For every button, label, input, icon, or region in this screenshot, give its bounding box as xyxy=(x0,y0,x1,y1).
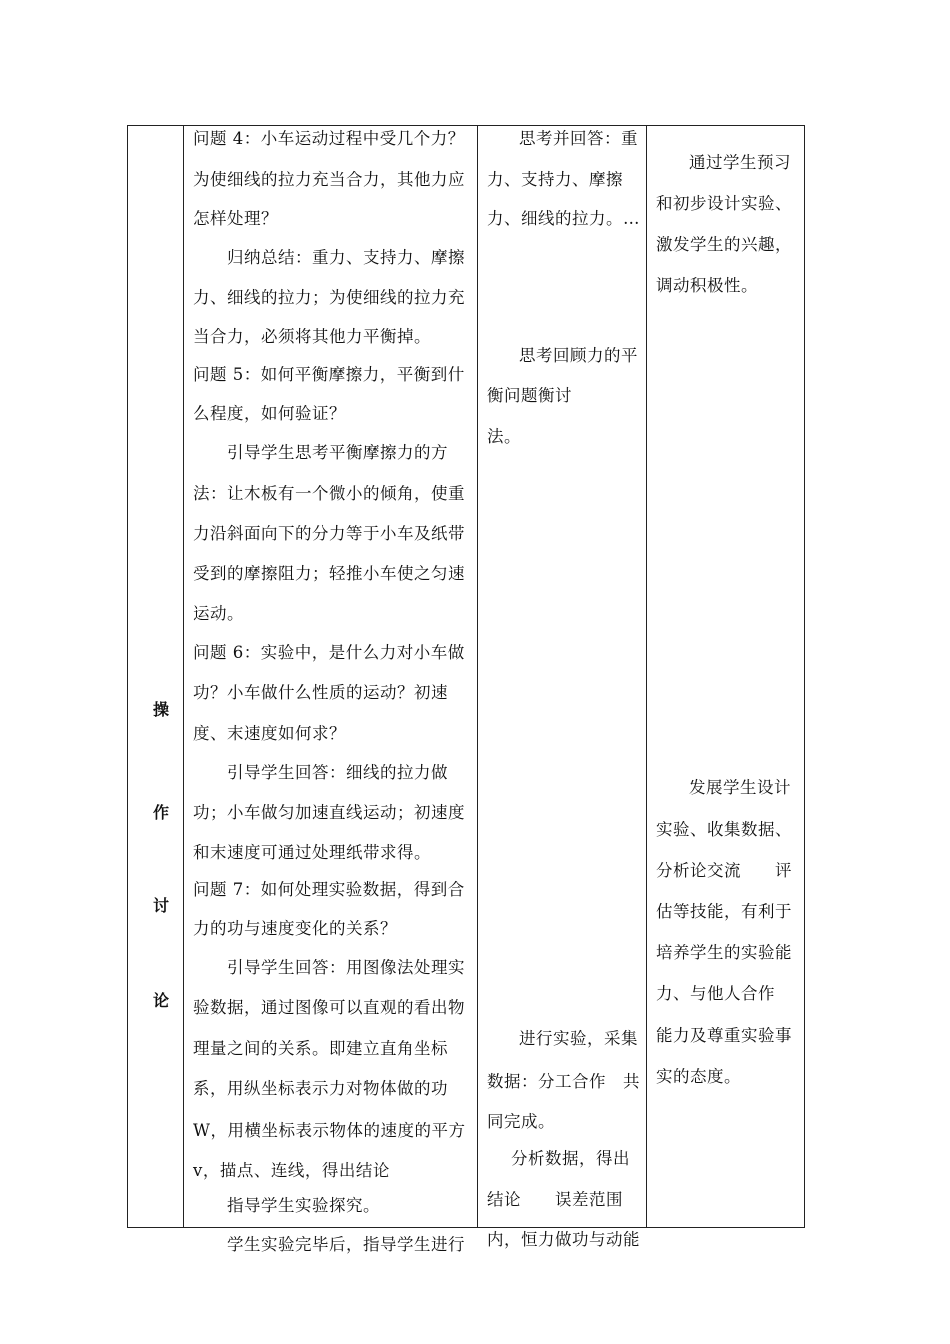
teacher-text-line: 当合力，必须将其他力平衡掉。 xyxy=(193,327,431,346)
teacher-text-line: 功；小车做匀加速直线运动；初速度 xyxy=(193,803,465,822)
teacher-text-line: 受到的摩擦阻力；轻推小车使之匀速 xyxy=(193,564,465,583)
intent-text-line: 分析论交流 评 xyxy=(656,861,792,880)
teacher-text-line: 为使细线的拉力充当合力，其他力应 xyxy=(193,170,465,189)
student-text-line: 衡问题衡讨 xyxy=(487,386,572,405)
intent-text-line: 力、与他人合作 xyxy=(656,984,775,1003)
column-divider xyxy=(477,125,478,1228)
teacher-text-line: 和末速度可通过处理纸带求得。 xyxy=(193,843,431,862)
teacher-text-line: 引导学生回答：用图像法处理实 xyxy=(227,958,465,977)
intent-text-line: 实的态度。 xyxy=(656,1067,741,1086)
teacher-text-line: 力、细线的拉力；为使细线的拉力充 xyxy=(193,288,465,307)
student-text-line: 数据：分工合作 共 xyxy=(487,1072,640,1091)
teacher-text-line: 怎样处理？ xyxy=(193,209,278,228)
teacher-text-line: 运动。 xyxy=(193,604,244,623)
student-text-line: 力、细线的拉力。… xyxy=(487,209,640,228)
student-text-line: 结论 误差范围 xyxy=(487,1190,623,1209)
teacher-text-line: 度、末速度如何求？ xyxy=(193,724,346,743)
teacher-text-line: 引导学生回答：细线的拉力做 xyxy=(227,763,448,782)
column-divider xyxy=(183,125,184,1228)
teacher-text-line: 问题 6：实验中，是什么力对小车做 xyxy=(193,643,465,662)
column-divider xyxy=(646,125,647,1228)
student-text-line: 法。 xyxy=(487,427,521,446)
student-text-line: 力、支持力、摩擦 xyxy=(487,170,623,189)
teacher-text-line: 验数据，通过图像可以直观的看出物 xyxy=(193,998,465,1017)
teacher-text-line: 力的功与速度变化的关系？ xyxy=(193,919,397,938)
teacher-text-line: 理量之间的关系。即建立直角坐标 xyxy=(193,1039,448,1058)
intent-text-line: 通过学生预习 xyxy=(689,153,791,172)
teacher-text-line: 问题 5：如何平衡摩擦力，平衡到什 xyxy=(193,365,465,384)
teacher-text-line: 系，用纵坐标表示力对物体做的功 xyxy=(193,1079,448,1098)
teacher-text-line: 功？小车做什么性质的运动？初速 xyxy=(193,683,448,702)
intent-text-line: 培养学生的实验能 xyxy=(656,943,792,962)
student-text-line: 思考回顾力的平 xyxy=(519,346,638,365)
teacher-text-line: 力沿斜面向下的分力等于小车及纸带 xyxy=(193,524,465,543)
intent-text-line: 实验、收集数据、 xyxy=(656,820,792,839)
student-text-line: 思考并回答：重 xyxy=(519,129,638,148)
stage-label-char: 讨 xyxy=(152,896,169,915)
teacher-text-line: W，用横坐标表示物体的速度的平方 xyxy=(193,1121,466,1140)
stage-label-char: 论 xyxy=(152,991,169,1010)
intent-text-line: 发展学生设计 xyxy=(689,778,791,797)
teacher-text-line: 学生实验完毕后，指导学生进行 xyxy=(227,1235,465,1254)
teacher-text-line: 问题 7：如何处理实验数据，得到合 xyxy=(193,880,465,899)
intent-text-line: 激发学生的兴趣， xyxy=(656,235,792,254)
intent-text-line: 估等技能，有利于 xyxy=(656,902,792,921)
teacher-text-line: v，描点、连线，得出结论 xyxy=(193,1161,390,1180)
student-text-line: 同完成。 xyxy=(487,1112,555,1131)
student-text-line: 内，恒力做功与动能 xyxy=(487,1230,640,1249)
intent-text-line: 调动积极性。 xyxy=(656,276,758,295)
intent-text-line: 和初步设计实验、 xyxy=(656,194,792,213)
student-text-line: 分析数据，得出 xyxy=(511,1149,630,1168)
stage-label-char: 作 xyxy=(152,803,169,822)
teacher-text-line: 引导学生思考平衡摩擦力的方 xyxy=(227,443,448,462)
teacher-text-line: 法：让木板有一个微小的倾角，使重 xyxy=(193,484,465,503)
teacher-text-line: 问题 4：小车运动过程中受几个力？ xyxy=(193,129,465,148)
stage-label-char: 操 xyxy=(152,700,169,719)
intent-text-line: 能力及尊重实验事 xyxy=(656,1026,792,1045)
student-text-line: 进行实验，采集 xyxy=(519,1029,638,1048)
teacher-text-line: 归纳总结：重力、支持力、摩擦 xyxy=(227,248,465,267)
teacher-text-line: 么程度，如何验证？ xyxy=(193,404,346,423)
teacher-text-line: 指导学生实验探究。 xyxy=(227,1196,380,1215)
